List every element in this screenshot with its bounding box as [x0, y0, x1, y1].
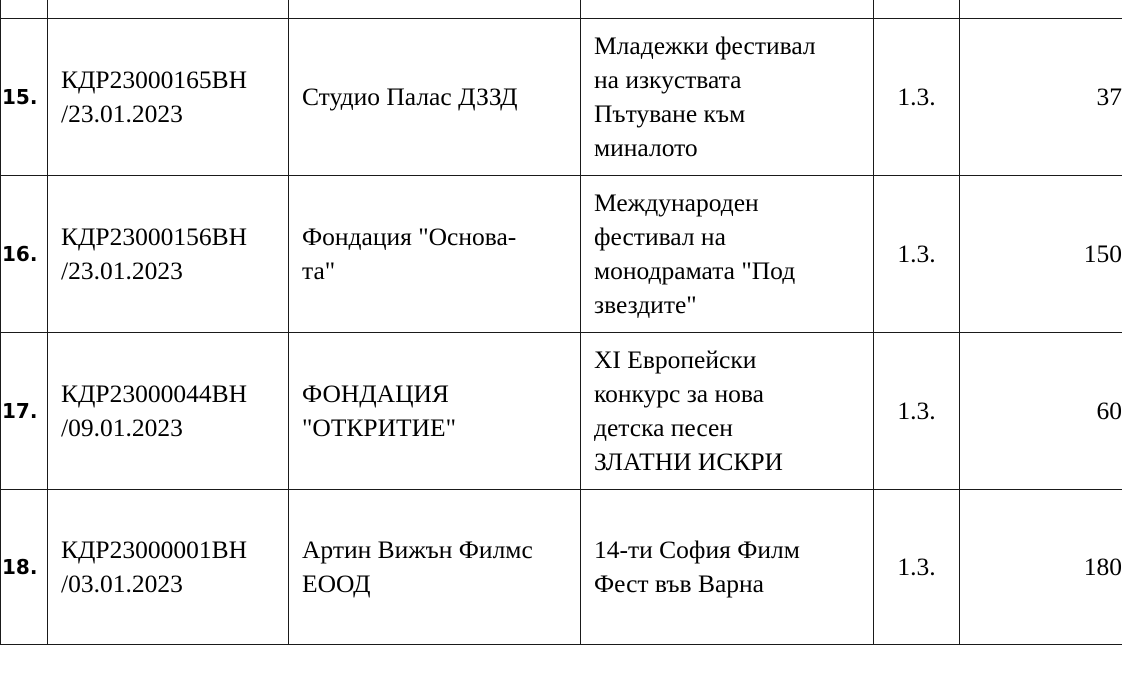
project-line: XI Европейски: [594, 345, 757, 374]
project-line: Фест във Варна: [594, 569, 764, 598]
project-cell: [581, 176, 874, 333]
registration-number: КДР23000165ВН: [61, 65, 248, 94]
previous-row-fragment: [1, 0, 1122, 19]
table-row: [1, 19, 1122, 176]
project-line: монодрамата "Под: [594, 256, 796, 285]
cell-empty: [581, 0, 874, 19]
amount: 150: [960, 176, 1122, 333]
cell-empty: [289, 0, 581, 19]
project-line: Младежки фестивал: [594, 31, 816, 60]
registration-number-cell: [48, 19, 289, 176]
project-line: на изкуствата: [594, 65, 742, 94]
registration-date: /03.01.2023: [61, 569, 183, 598]
program-code: 1.3.: [874, 19, 960, 176]
amount: 37: [960, 19, 1122, 176]
registration-date: /23.01.2023: [61, 99, 183, 128]
registration-number: КДР23000156ВН: [61, 222, 248, 251]
project-line: Пътуване към: [594, 99, 746, 128]
registration-date: /09.01.2023: [61, 413, 183, 442]
cell-empty: [48, 0, 289, 19]
registration-number-cell: [48, 333, 289, 490]
program-code: 1.3.: [874, 333, 960, 490]
project-line: Международен: [594, 188, 759, 217]
organization-line: ФОНДАЦИЯ: [302, 379, 449, 408]
row-number: 15.: [1, 19, 48, 176]
row-number: 16.: [1, 176, 48, 333]
table-row: [1, 333, 1122, 490]
organization-cell: [289, 176, 581, 333]
registration-date: /23.01.2023: [61, 256, 183, 285]
organization-line: Студио Палас ДЗЗД: [302, 82, 518, 111]
project-cell: [581, 333, 874, 490]
row-number: 18.: [1, 490, 48, 645]
cell-empty: [874, 0, 960, 19]
registration-number: КДР23000001ВН: [61, 535, 248, 564]
organization-line: ЕООД: [302, 569, 371, 598]
organization-cell: [289, 333, 581, 490]
project-line: конкурс за нова: [594, 379, 764, 408]
project-line: фестивал на: [594, 222, 726, 251]
amount: 60: [960, 333, 1122, 490]
registration-number-cell: [48, 176, 289, 333]
program-code: 1.3.: [874, 490, 960, 645]
cell-empty: [1, 0, 48, 19]
organization-line: та": [302, 256, 336, 285]
table-row: [1, 176, 1122, 333]
project-line: миналото: [594, 133, 698, 162]
project-line: 14-ти София Филм: [594, 535, 800, 564]
project-cell: [581, 19, 874, 176]
project-cell: [581, 490, 874, 645]
project-line: детска песен: [594, 413, 733, 442]
organization-cell: [289, 19, 581, 176]
program-code: 1.3.: [874, 176, 960, 333]
table-row: [1, 490, 1122, 645]
row-number: 17.: [1, 333, 48, 490]
organization-line: Артин Вижън Филмс: [302, 535, 533, 564]
cell-empty: [960, 0, 1122, 19]
project-line: звездите": [594, 290, 697, 319]
organization-cell: [289, 490, 581, 645]
project-line: ЗЛАТНИ ИСКРИ: [594, 447, 783, 476]
organization-line: "ОТКРИТИЕ": [302, 413, 456, 442]
amount: 180: [960, 490, 1122, 645]
registration-number-cell: [48, 490, 289, 645]
registration-number: КДР23000044ВН: [61, 379, 248, 408]
organization-line: Фондация "Основа-: [302, 222, 517, 251]
